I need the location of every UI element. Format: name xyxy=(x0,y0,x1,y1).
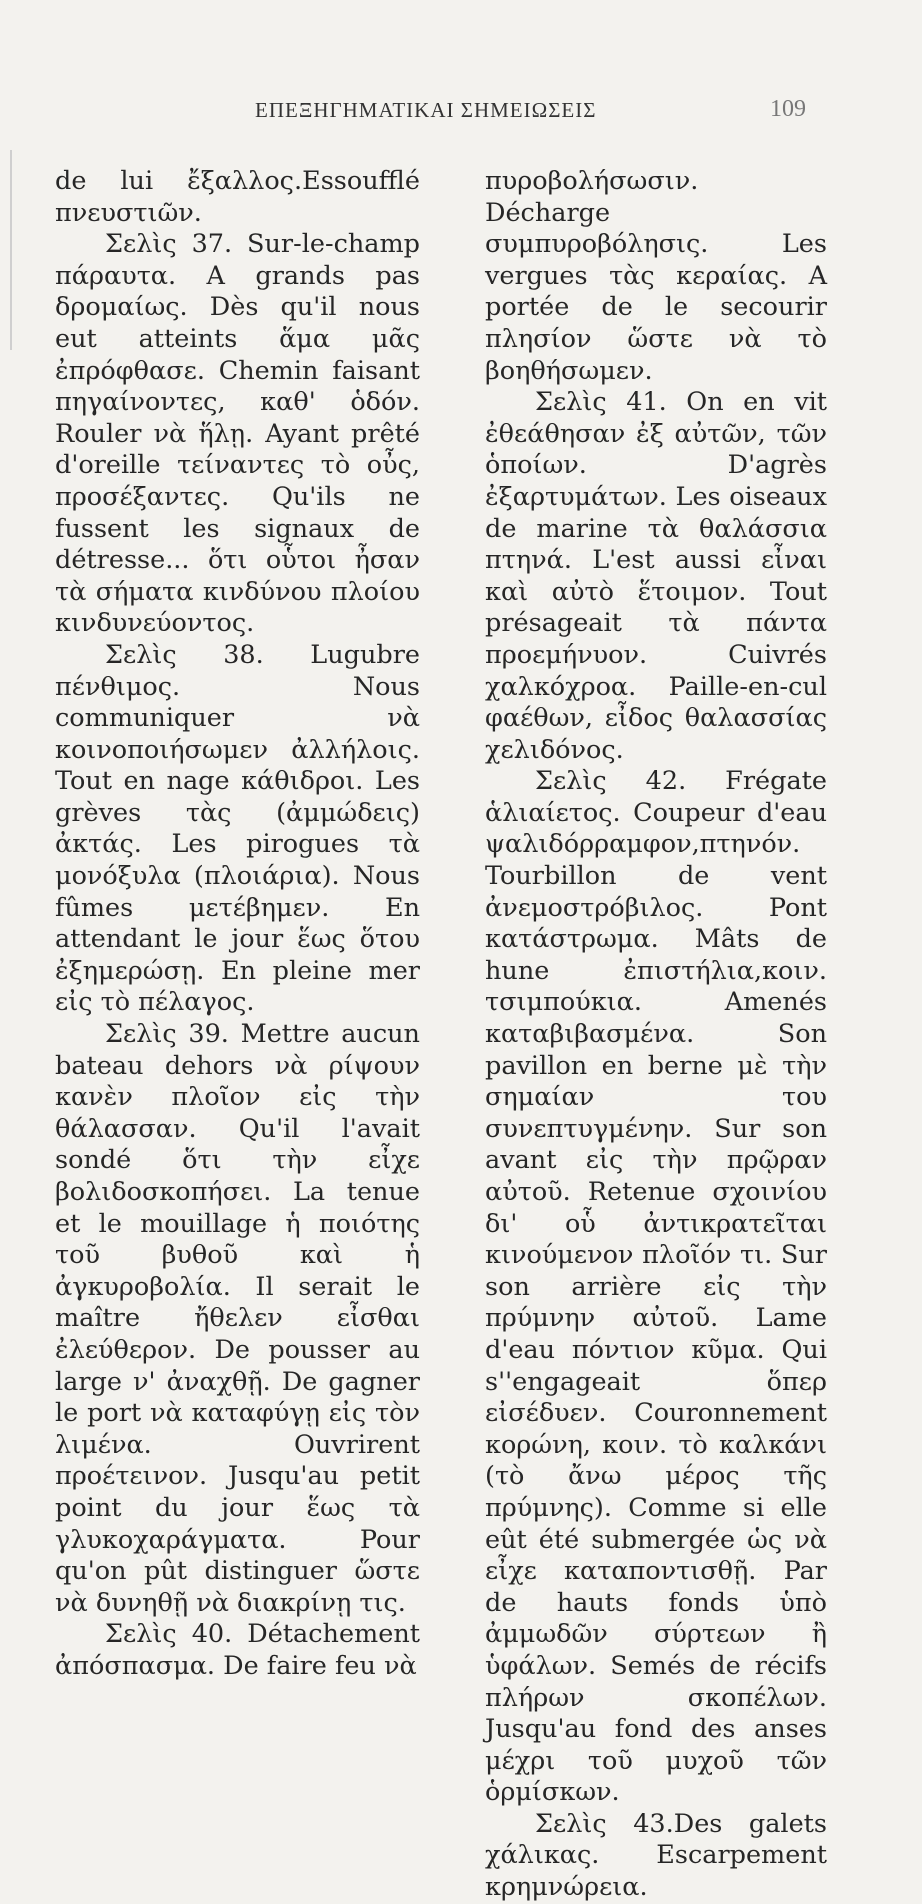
page-number: 109 xyxy=(770,96,806,122)
left-paragraph: Σελὶς 39. Mettre aucun bateau dehors νὰ ρίψουν κανὲν πλοῖον εἰς τὴν θάλασσαν. Qu'il l'avait sondé ὅτι τὴν εἶχε βολιδοσκοπήσει. La tenue et le mouillage ἡ ποιότης τοῦ βυθοῦ καὶ ἡ ἀγκυροβολία. Il serait le maître ἤθελεν εἶσθαι ἐλεύθερον. De pousser au large ν' ἀναχθῇ. De gagner le port νὰ καταφύγῃ εἰς τὸν λιμένα. Ouvrirent προέτεινον. Jusqu'au petit point du jour ἕως τὰ γλυκοχαράγματα. Pour qu'on pût distinguer ὥστε νὰ δυνηθῇ νὰ διακρίνῃ τις. xyxy=(55,1019,420,1618)
running-title: ΕΠΕΞΗΓΗΜΑΤΙΚΑΙ ΣΗΜΕΙΩΣΕΙΣ xyxy=(255,98,597,122)
left-paragraph: Σελὶς 38. Lugubre πένθιμος. Nous communiquer νὰ κοινοποιήσωμεν ἀλλήλοις. Tout en nage κάθιδροι. Les grèves τὰς (ἀμμώδεις) ἀκτάς. Les pirogues τὰ μονόξυλα (πλοιάρια). Nous fûmes μετέβημεν. En attendant le jour ἕως ὅτου ἐξημερώσῃ. En pleine mer εἰς τὸ πέλαγος. xyxy=(55,639,420,1018)
right-paragraph: Σελὶς 43.Des galets χάλικας. Escarpement κρημνώρεια. xyxy=(485,1808,827,1903)
right-paragraph: Σελὶς 41. On en vit ἐθεάθησαν ἐξ αὐτῶν, τῶν ὁποίων. D'agrès ἐξαρτυμάτων. Les oiseaux de marine τὰ θαλάσσια πτηνά. L'est aussi εἶναι καὶ αὐτὸ ἕτοιμον. Tout présageait τὰ πάντα προεμήνυον. Cuivrés χαλκόχροα. Paille-en-cul φαέθων, εἶδος θαλασσίας χελιδόνος. xyxy=(485,387,827,765)
page-header xyxy=(0,98,922,138)
right-paragraph: Σελὶς 42. Frégate ἁλιαίετος. Coupeur d'eau ψαλιδόρραμφον,πτηνόν. Tourbillon de vent ἀνεμοστρόβιλος. Pont κατάστρωμα. Mâts de hune ἐπιστήλια,κοιν. τσιμπούκια. Amenés καταβιβασμένα. Son pavillon en berne μὲ τὴν σημαίαν του συνεπτυγμένην. Sur son avant εἰς τὴν πρῷραν αὐτοῦ. Retenue σχοινίου δι' οὗ ἀντικρατεῖται κινούμενον πλοῖόν τι. Sur son arrière εἰς τὴν πρύμνην αὐτοῦ. Lame d'eau πόντιον κῦμα. Qui s''engageait ὅπερ εἰσέδυεν. Couronnement κορώνη, κοιν. τὸ καλκάνι (τὸ ἄνω μέρος τῆς πρύμνης). Comme si elle eût été submergée ὡς νὰ εἶχε καταποντισθῇ. Par de hauts fonds ὑπὸ ἀμμωδῶν σύρτεων ἢ ὑφάλων. Semés de récifs πλήρων σκοπέλων. Jusqu'au fond des anses μέχρι τοῦ μυχοῦ τῶν ὁρμίσκων. xyxy=(485,766,827,1808)
left-margin-rule xyxy=(10,150,12,350)
right-column xyxy=(485,166,827,1904)
left-paragraph: Σελὶς 40. Détachement ἀπόσπασμα. De faire feu νὰ xyxy=(55,1619,420,1681)
left-paragraph: Σελὶς 37. Sur-le-champ πάραυτα. A grands pas δρομαίως. Dès qu'il nous eut atteints ἅμα μᾶς ἐπρόφθασε. Chemin faisant πηγαίνοντες, καθ' ὁδόν. Rouler νὰ ἥλῃ. Ayant prêté d'oreille τείναντες τὸ οὖς, προσέξαντες. Qu'ils ne fussent les signaux de détresse... ὅτι οὗτοι ἦσαν τὰ σήματα κινδύνου πλοίου κινδυνεύοντος. xyxy=(55,229,420,639)
right-paragraph: πυροβολήσωσιν. Décharge συμπυροβόλησις. Les vergues τὰς κεραίας. A portée de le secourir πλησίον ὥστε νὰ τὸ βοηθήσωμεν. xyxy=(485,166,827,386)
left-column xyxy=(55,166,420,1683)
left-paragraph: de lui ἔξαλλος.Essoufflé πνευστιῶν. xyxy=(55,166,420,228)
